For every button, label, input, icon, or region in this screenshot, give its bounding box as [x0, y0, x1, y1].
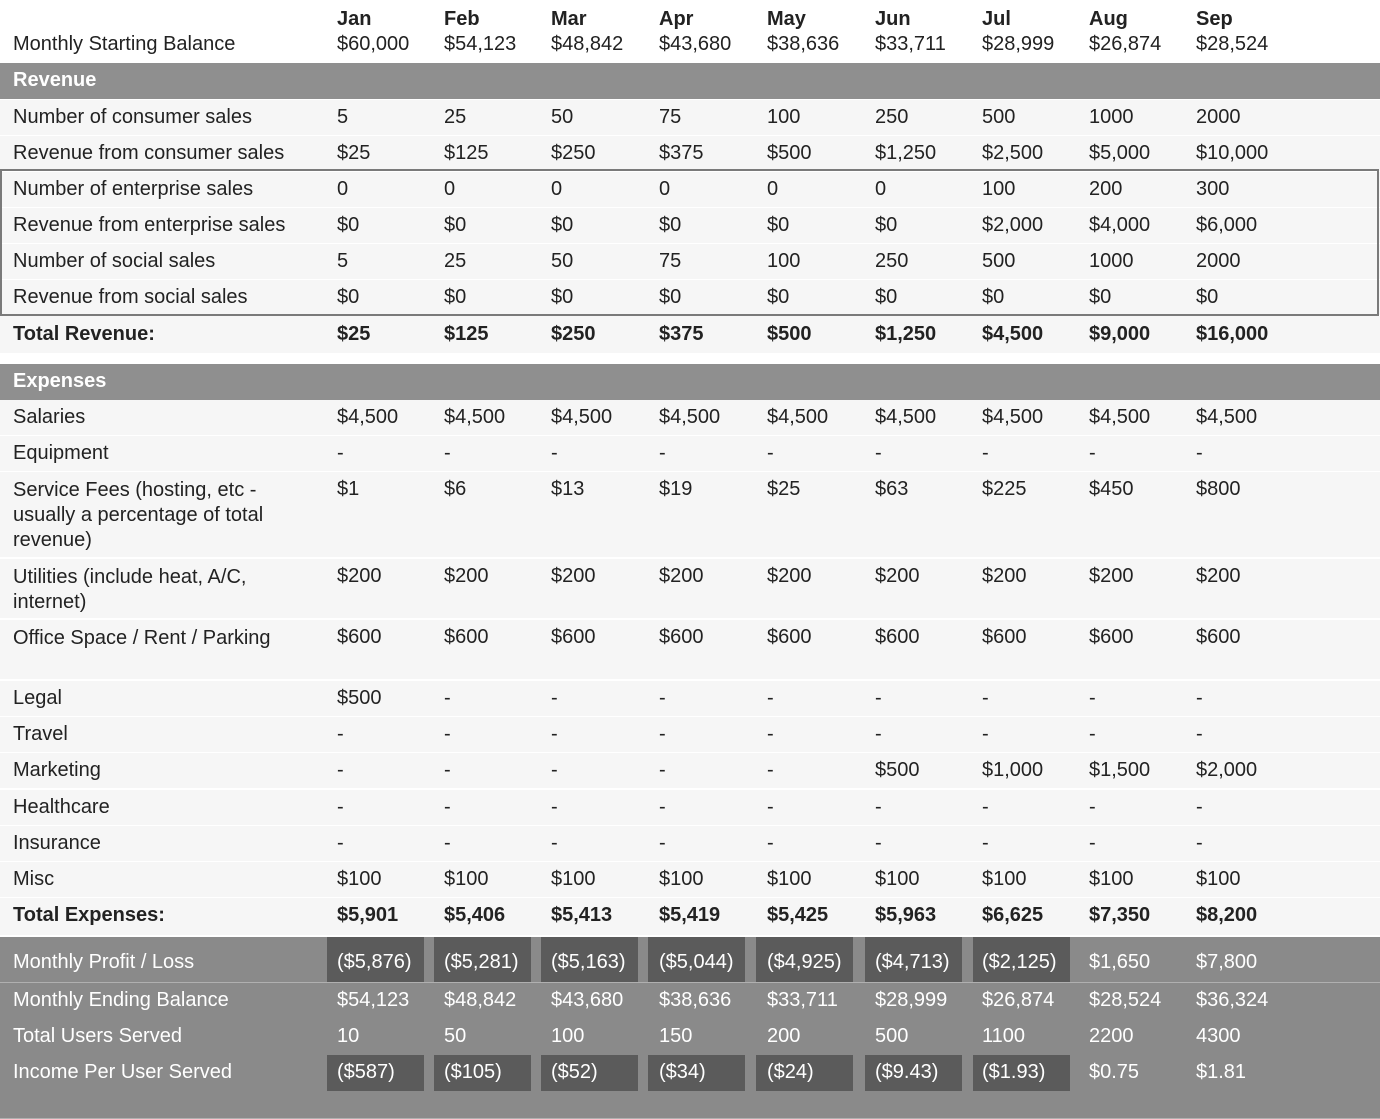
cell-aug: 200	[1089, 178, 1123, 200]
cell-may: $4,500	[767, 406, 829, 428]
cell-aug: $7,350	[1089, 904, 1151, 926]
cell-apr: $43,680	[659, 33, 732, 55]
cell-mar: 50	[551, 250, 574, 272]
cell-jan: $1	[337, 478, 360, 500]
cell-may: 100	[767, 250, 801, 272]
cell-aug: $9,000	[1089, 323, 1151, 345]
summary-footer-band	[0, 1091, 1380, 1119]
cell-jan: 5	[337, 106, 349, 128]
cell-sep: -	[1196, 687, 1203, 709]
cell-may: -	[767, 796, 774, 818]
cell-sep: $28,524	[1196, 33, 1269, 55]
cell-apr: $600	[659, 626, 704, 648]
cell-sep: $4,500	[1196, 406, 1258, 428]
cell-apr: 150	[659, 1025, 693, 1047]
cell-jun: -	[875, 832, 882, 854]
cell-aug: $200	[1089, 565, 1134, 587]
cell-feb: $5,406	[444, 904, 506, 926]
cell-jun: $600	[875, 626, 920, 648]
cell-mar: -	[551, 723, 558, 745]
expense-row	[0, 472, 1380, 557]
row-label: Total Expenses:	[13, 904, 165, 926]
expense-row	[0, 620, 1380, 679]
cell-aug: -	[1089, 832, 1096, 854]
cell-apr: 75	[659, 106, 682, 128]
revenue-row	[0, 244, 1380, 279]
cell-jul: $0	[982, 286, 1005, 308]
cell-sep: $200	[1196, 565, 1241, 587]
cell-aug: -	[1089, 687, 1096, 709]
cell-jul: $2,000	[982, 214, 1044, 236]
row-label: Expenses	[13, 370, 107, 392]
cell-sep: 4300	[1196, 1025, 1241, 1047]
cell-aug: $4,000	[1089, 214, 1151, 236]
cell-jun: $1,250	[875, 323, 937, 345]
cell-mar: 0	[551, 178, 563, 200]
cell-jul: -	[982, 832, 989, 854]
cell-feb: $4,500	[444, 406, 506, 428]
cell-apr: 75	[659, 250, 682, 272]
cell-sep: 300	[1196, 178, 1230, 200]
cell-may: $500	[767, 142, 812, 164]
cell-feb: $0	[444, 286, 467, 308]
cell-mar: ($52)	[551, 1061, 598, 1083]
cell-aug: $26,874	[1089, 33, 1162, 55]
cell-mar: 100	[551, 1025, 585, 1047]
cell-jan: $25	[337, 142, 371, 164]
cell-jan: -	[337, 723, 344, 745]
cell-feb: $6	[444, 478, 467, 500]
cell-may: 200	[767, 1025, 801, 1047]
cell-apr: -	[659, 687, 666, 709]
cell-feb: 25	[444, 250, 467, 272]
cell-jan: -	[337, 796, 344, 818]
cell-jan: $600	[337, 626, 382, 648]
cell-aug: 1000	[1089, 106, 1134, 128]
cell-sep: Sep	[1196, 8, 1233, 30]
cell-may: $200	[767, 565, 812, 587]
cell-aug: $4,500	[1089, 406, 1151, 428]
cell-feb: $600	[444, 626, 489, 648]
cell-mar: $4,500	[551, 406, 613, 428]
summary-row	[0, 983, 1380, 1020]
cell-jul: $2,500	[982, 142, 1044, 164]
cell-jul: ($1.93)	[982, 1061, 1046, 1083]
summary-row	[0, 937, 1380, 983]
cell-apr: $4,500	[659, 406, 721, 428]
cell-jan: $500	[337, 687, 382, 709]
expense-row	[0, 436, 1380, 471]
cell-sep: $6,000	[1196, 214, 1258, 236]
cell-jun: 0	[875, 178, 887, 200]
cell-jan: $0	[337, 214, 360, 236]
row-label: Legal	[13, 687, 62, 709]
row-label: Revenue from social sales	[13, 286, 248, 308]
cell-apr: $5,419	[659, 904, 721, 926]
revenue-row	[0, 280, 1380, 315]
cell-jan: $0	[337, 286, 360, 308]
cell-apr: -	[659, 442, 666, 464]
cell-mar: -	[551, 687, 558, 709]
cell-jun: 500	[875, 1025, 909, 1047]
cell-sep: $100	[1196, 868, 1241, 890]
cell-jul: 500	[982, 106, 1016, 128]
cell-aug: $1,500	[1089, 759, 1151, 781]
cell-jun: $5,963	[875, 904, 937, 926]
cell-jul: 500	[982, 250, 1016, 272]
cell-apr: -	[659, 832, 666, 854]
cell-may: ($24)	[767, 1061, 814, 1083]
row-label: Monthly Ending Balance	[13, 989, 229, 1011]
cell-may: -	[767, 832, 774, 854]
cell-mar: $13	[551, 478, 585, 500]
row-label: Revenue from consumer sales	[13, 142, 285, 164]
revenue-section-header	[0, 63, 1380, 99]
cell-jan: $5,901	[337, 904, 399, 926]
cell-feb: $125	[444, 323, 489, 345]
row-label: Equipment	[13, 442, 109, 464]
cell-jul: -	[982, 687, 989, 709]
expense-row	[0, 559, 1380, 618]
cell-feb: -	[444, 723, 451, 745]
cell-may: $5,425	[767, 904, 829, 926]
cell-jun: $200	[875, 565, 920, 587]
cell-aug: -	[1089, 796, 1096, 818]
cell-jan: 5	[337, 250, 349, 272]
cell-jul: $6,625	[982, 904, 1044, 926]
cell-may: $33,711	[767, 989, 838, 1011]
cell-jan: $60,000	[337, 33, 410, 55]
row-label: Number of consumer sales	[13, 106, 252, 128]
cell-feb: $0	[444, 214, 467, 236]
cell-jun: -	[875, 796, 882, 818]
cell-may: $100	[767, 868, 812, 890]
cell-apr: $0	[659, 286, 682, 308]
cell-mar: $250	[551, 323, 596, 345]
cell-may: $500	[767, 323, 812, 345]
cell-jun: $63	[875, 478, 909, 500]
cell-sep: $2,000	[1196, 759, 1258, 781]
cell-jul: $26,874	[982, 989, 1055, 1011]
cell-feb: Feb	[444, 8, 480, 30]
cell-mar: ($5,163)	[551, 951, 626, 973]
cell-jul: $1,000	[982, 759, 1044, 781]
cell-jun: $4,500	[875, 406, 937, 428]
cell-jul: -	[982, 723, 989, 745]
cell-sep: $10,000	[1196, 142, 1269, 164]
cell-sep: $16,000	[1196, 323, 1269, 345]
cell-jun: -	[875, 687, 882, 709]
cell-jun: $100	[875, 868, 920, 890]
cell-jan: $100	[337, 868, 382, 890]
cell-sep: $8,200	[1196, 904, 1258, 926]
cell-jun: 250	[875, 250, 909, 272]
revenue-row	[0, 172, 1380, 207]
row-label: Healthcare	[13, 796, 110, 818]
cell-feb: -	[444, 796, 451, 818]
cell-jan: -	[337, 759, 344, 781]
cell-jan: $25	[337, 323, 371, 345]
cell-apr: $375	[659, 142, 704, 164]
cell-may: $600	[767, 626, 812, 648]
row-label: Service Fees (hosting, etc - usually a percentage of total revenue)	[13, 479, 264, 551]
cell-apr: -	[659, 723, 666, 745]
expense-row	[0, 862, 1380, 897]
cell-mar: $200	[551, 565, 596, 587]
cell-feb: -	[444, 759, 451, 781]
cell-jun: ($4,713)	[875, 951, 950, 973]
cell-sep: $600	[1196, 626, 1241, 648]
cell-mar: $0	[551, 286, 574, 308]
cell-jan: 0	[337, 178, 349, 200]
row-label: Monthly Starting Balance	[13, 33, 236, 55]
cell-jul: $100	[982, 868, 1027, 890]
cell-mar: -	[551, 442, 558, 464]
cell-jul: $4,500	[982, 323, 1044, 345]
cell-may: May	[767, 8, 806, 30]
cell-jun: $0	[875, 214, 898, 236]
row-label: Revenue	[13, 69, 97, 91]
cell-jan: ($5,876)	[337, 951, 412, 973]
summary-row	[0, 1055, 1380, 1092]
expense-row	[0, 717, 1380, 752]
expense-row	[0, 826, 1380, 861]
cell-aug: -	[1089, 723, 1096, 745]
cell-jul: -	[982, 442, 989, 464]
cell-feb: $54,123	[444, 33, 517, 55]
cell-jul: ($2,125)	[982, 951, 1057, 973]
cell-apr: ($5,044)	[659, 951, 734, 973]
cell-apr: Apr	[659, 8, 694, 30]
row-label: Number of social sales	[13, 250, 216, 272]
cell-jul: $28,999	[982, 33, 1055, 55]
cell-feb: -	[444, 832, 451, 854]
cell-sep: 2000	[1196, 250, 1241, 272]
cell-aug: 2200	[1089, 1025, 1134, 1047]
cell-sep: -	[1196, 796, 1203, 818]
cell-jul: $4,500	[982, 406, 1044, 428]
cell-aug: $0	[1089, 286, 1112, 308]
cell-may: -	[767, 687, 774, 709]
cell-mar: $250	[551, 142, 596, 164]
row-label: Office Space / Rent / Parking	[13, 627, 271, 649]
row-label: Salaries	[13, 406, 86, 428]
row-label: Insurance	[13, 832, 101, 854]
row-label: Total Users Served	[13, 1025, 182, 1047]
cell-jul: 1100	[982, 1025, 1026, 1047]
cell-sep: $7,800	[1196, 951, 1258, 973]
cell-sep: $800	[1196, 478, 1241, 500]
expense-row	[0, 790, 1380, 825]
cell-jun: $33,711	[875, 33, 946, 55]
row-label: Number of enterprise sales	[13, 178, 254, 200]
cell-jul: Jul	[982, 8, 1011, 30]
cell-aug: Aug	[1089, 8, 1128, 30]
cell-jun: 250	[875, 106, 909, 128]
cell-may: -	[767, 723, 774, 745]
cell-aug: $1,650	[1089, 951, 1151, 973]
cell-apr: $19	[659, 478, 693, 500]
cell-mar: $48,842	[551, 33, 624, 55]
row-label: Marketing	[13, 759, 101, 781]
cell-mar: 50	[551, 106, 574, 128]
row-label: Misc	[13, 868, 55, 890]
cell-jun: $0	[875, 286, 898, 308]
total-expenses-row	[0, 898, 1380, 935]
cell-jan: ($587)	[337, 1061, 395, 1083]
cell-jun: Jun	[875, 8, 911, 30]
row-label: Utilities (include heat, A/C, internet)	[13, 566, 247, 613]
cell-jul: $200	[982, 565, 1027, 587]
row-label: Monthly Profit / Loss	[13, 951, 195, 973]
cell-apr: $38,636	[659, 989, 732, 1011]
expense-row	[0, 681, 1380, 716]
cell-apr: -	[659, 796, 666, 818]
cell-jan: $54,123	[337, 989, 410, 1011]
cell-feb: ($5,281)	[444, 951, 519, 973]
expenses-section-header	[0, 364, 1380, 400]
cell-jul: 100	[982, 178, 1016, 200]
cell-jun: -	[875, 723, 882, 745]
row-label: Total Revenue:	[13, 323, 155, 345]
cell-may: $0	[767, 286, 790, 308]
cell-feb: $100	[444, 868, 489, 890]
revenue-row	[0, 100, 1380, 135]
cell-mar: $100	[551, 868, 596, 890]
row-label: Travel	[13, 723, 68, 745]
cell-may: 100	[767, 106, 801, 128]
cell-feb: 50	[444, 1025, 467, 1047]
revenue-row	[0, 136, 1380, 171]
cell-sep: -	[1196, 723, 1203, 745]
cell-feb: -	[444, 687, 451, 709]
cell-may: ($4,925)	[767, 951, 842, 973]
revenue-row	[0, 208, 1380, 243]
cell-aug: $100	[1089, 868, 1134, 890]
cell-sep: $36,324	[1196, 989, 1269, 1011]
cell-mar: $600	[551, 626, 596, 648]
cell-mar: -	[551, 832, 558, 854]
cell-mar: $5,413	[551, 904, 613, 926]
cell-sep: $0	[1196, 286, 1219, 308]
cell-jun: -	[875, 442, 882, 464]
cell-apr: $375	[659, 323, 704, 345]
cell-jan: $200	[337, 565, 382, 587]
total-revenue-row	[0, 316, 1380, 353]
cell-jan: -	[337, 442, 344, 464]
cell-aug: $28,524	[1089, 989, 1162, 1011]
cell-may: $25	[767, 478, 801, 500]
starting-balance-row	[0, 0, 1380, 62]
cell-apr: $0	[659, 214, 682, 236]
expense-row	[0, 400, 1380, 435]
cell-apr: 0	[659, 178, 671, 200]
cell-jan: $4,500	[337, 406, 399, 428]
cell-aug: $450	[1089, 478, 1134, 500]
cell-feb: $200	[444, 565, 489, 587]
cell-may: $0	[767, 214, 790, 236]
cell-sep: 2000	[1196, 106, 1241, 128]
cell-apr: $200	[659, 565, 704, 587]
expense-row	[0, 753, 1380, 788]
cell-jun: ($9.43)	[875, 1061, 939, 1083]
cell-feb: 0	[444, 178, 456, 200]
cell-may: -	[767, 442, 774, 464]
cell-apr: ($34)	[659, 1061, 706, 1083]
cell-may: -	[767, 759, 774, 781]
cell-mar: $0	[551, 214, 574, 236]
cell-jun: $500	[875, 759, 920, 781]
cell-sep: -	[1196, 442, 1203, 464]
cell-feb: 25	[444, 106, 467, 128]
cell-feb: -	[444, 442, 451, 464]
cell-may: $38,636	[767, 33, 840, 55]
cell-jan: 10	[337, 1025, 360, 1047]
cell-aug: $0.75	[1089, 1061, 1140, 1083]
cell-jan: -	[337, 832, 344, 854]
cell-apr: -	[659, 759, 666, 781]
cell-sep: $1.81	[1196, 1061, 1247, 1083]
cell-feb: $48,842	[444, 989, 517, 1011]
summary-row	[0, 1019, 1380, 1056]
cell-feb: ($105)	[444, 1061, 502, 1083]
cell-feb: $125	[444, 142, 489, 164]
cell-jul: $225	[982, 478, 1027, 500]
row-label: Revenue from enterprise sales	[13, 214, 286, 236]
cell-jun: $1,250	[875, 142, 937, 164]
cell-jun: $28,999	[875, 989, 948, 1011]
cell-apr: $100	[659, 868, 704, 890]
cell-mar: Mar	[551, 8, 587, 30]
cell-jan: Jan	[337, 8, 372, 30]
cell-mar: -	[551, 796, 558, 818]
cell-may: 0	[767, 178, 779, 200]
cell-mar: -	[551, 759, 558, 781]
cell-jul: $600	[982, 626, 1027, 648]
cell-aug: $5,000	[1089, 142, 1151, 164]
cell-aug: 1000	[1089, 250, 1134, 272]
cell-sep: -	[1196, 832, 1203, 854]
cell-aug: $600	[1089, 626, 1134, 648]
cell-jul: -	[982, 796, 989, 818]
cell-mar: $43,680	[551, 989, 624, 1011]
row-label: Income Per User Served	[13, 1061, 232, 1083]
cell-aug: -	[1089, 442, 1096, 464]
